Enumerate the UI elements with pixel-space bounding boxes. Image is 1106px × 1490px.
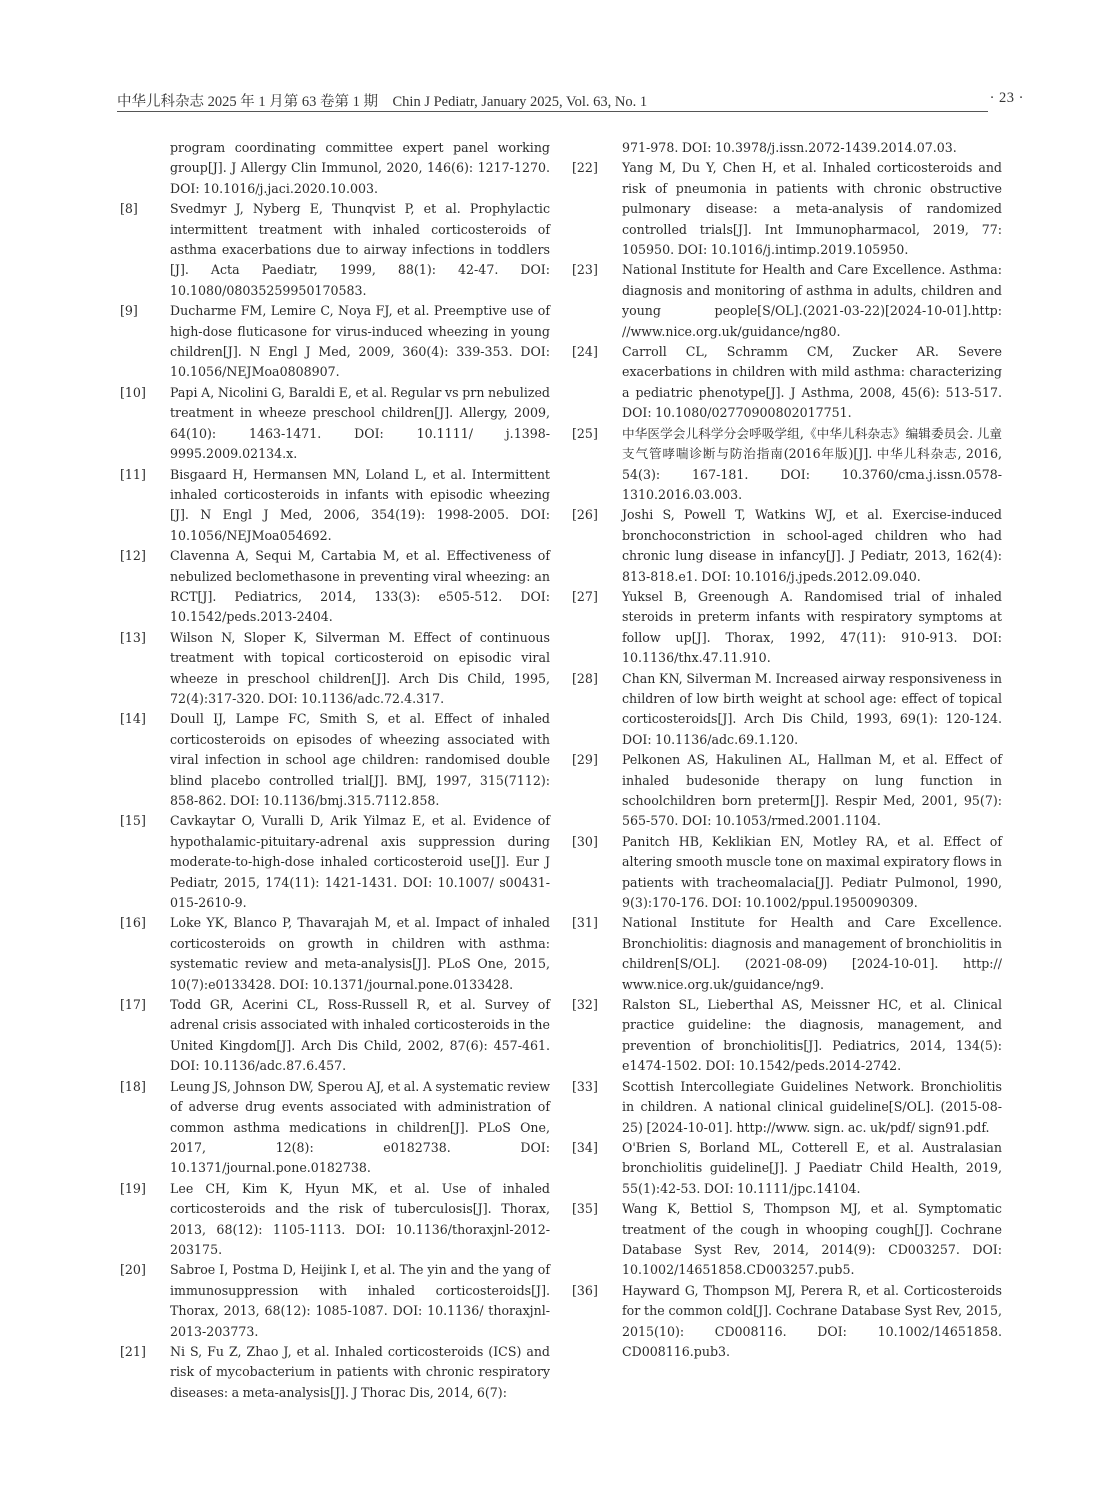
- reference-item: [120, 1260, 550, 1342]
- reference-item: [572, 1281, 1002, 1363]
- reference-text: Papi A, Nicolini G, Baraldi E, et al. Regular vs prn nebulized treatment in wheeze preschool children[J]. Allergy, 2009, 64(10): 1463-1471. DOI: 10.1111/ j.1398-9995.2009.02134.x.: [170, 384, 550, 462]
- reference-text: 中华医学会儿科学分会呼吸学组,《中华儿科杂志》编辑委员会. 儿童支气管哮喘诊断与防治指南(2016年版)[J]. 中华儿科杂志, 2016, 54(3): 167-181. DOI: 10.3760/cma.j.issn.0578-1310.2016.03.003.: [622, 425, 1002, 502]
- reference-item: [120, 301, 550, 383]
- reference-number: [22]: [572, 160, 598, 176]
- reference-item: [572, 669, 1002, 751]
- reference-item: [572, 995, 1002, 1077]
- reference-text: O'Brien S, Borland ML, Cotterell E, et al. Australasian bronchiolitis guideline[J]. J Paediatr Child Health, 2019, 55(1):42-53. DOI: 10.1111/jpc.14104.: [622, 1139, 1002, 1196]
- reference-number: [13]: [120, 629, 146, 645]
- reference-item: [572, 587, 1002, 669]
- reference-text: Panitch HB, Keklikian EN, Motley RA, et al. Effect of altering smooth muscle tone on maximal expiratory flows in patients with tracheomalacia[J]. Pediatr Pulmonol, 1990, 9(3):170-176. DOI: 10.1002/ppul.1950090309.: [622, 833, 1002, 911]
- reference-item: [120, 913, 550, 995]
- reference-text: Lee CH, Kim K, Hyun MK, et al. Use of inhaled corticosteroids and the risk of tuberculosis[J]. Thorax, 2013, 68(12): 1105-1113. DOI: 10.1136/thoraxjnl-2012-203175.: [170, 1180, 550, 1257]
- reference-number: [36]: [572, 1282, 598, 1298]
- reference-number: [19]: [120, 1180, 146, 1196]
- reference-number: [25]: [572, 425, 598, 441]
- left-column: [120, 138, 550, 1403]
- reference-number: [18]: [120, 1078, 146, 1094]
- reference-text: Svedmyr J, Nyberg E, Thunqvist P, et al. Prophylactic intermittent treatment with inhaled corticosteroids of asthma exacerbations due to airway infections in toddlers [J]. Acta Paediatr, 1999, 88(1): 42-47. DOI: 10.1080/08035259950170583.: [170, 201, 550, 298]
- reference-text: Clavenna A, Sequi M, Cartabia M, et al. Effectiveness of nebulized beclomethasone in preventing viral wheezing: an RCT[J]. Pediatrics, 2014, 133(3): e505-512. DOI: 10.1542/peds.2013-2404.: [170, 548, 550, 625]
- reference-text: Yuksel B, Greenough A. Randomised trial of inhaled steroids in preterm infants with respiratory symptoms at follow up[J]. Thorax, 1992, 47(11): 910-913. DOI: 10.1136/thx.47.11.910.: [622, 588, 1002, 666]
- page-number: · 23 ·: [989, 90, 1024, 106]
- reference-list: [120, 199, 550, 1403]
- reference-number: [11]: [120, 466, 146, 482]
- reference-number: [29]: [572, 752, 598, 768]
- reference-list: [572, 158, 1002, 1362]
- right-column: [572, 138, 1002, 1362]
- reference-continuation: [572, 138, 1002, 158]
- reference-text: program coordinating committee expert panel working group[J]. J Allergy Clin Immunol, 2020, 146(6): 1217-1270. DOI: 10.1016/j.jaci.2020.10.003.: [170, 140, 550, 196]
- reference-item: [120, 995, 550, 1077]
- reference-number: [10]: [120, 384, 146, 400]
- reference-number: [32]: [572, 997, 598, 1013]
- reference-text: Yang M, Du Y, Chen H, et al. Inhaled corticosteroids and risk of pneumonia in patients with chronic obstructive pulmonary disease: a meta-analysis of randomized controlled trials[J]. Int Immunopharmacol, 2019, 77: 105950. DOI: 10.1016/j.intimp.2019.105950.: [622, 160, 1002, 258]
- reference-text: National Institute for Health and Care Excellence. Bronchiolitis: diagnosis and management of bronchiolitis in children[S/OL]. (2021-08-09) [2024-10-01]. http:// www.nice.org.uk/guidance/ng9.: [622, 915, 1002, 992]
- reference-text: Pelkonen AS, Hakulinen AL, Hallman M, et al. Effect of inhaled budesonide therapy on lung function in schoolchildren born preterm[J]. Respir Med, 2001, 95(7): 565-570. DOI: 10.1053/rmed.2001.1104.: [622, 752, 1002, 829]
- reference-item: [572, 913, 1002, 995]
- reference-item: [120, 199, 550, 301]
- reference-text: Bisgaard H, Hermansen MN, Loland L, et al. Intermittent inhaled corticosteroids in infants with episodic wheezing [J]. N Engl J Med, 2006, 354(19): 1998-2005. DOI: 10.1056/NEJMoa054692.: [170, 466, 550, 543]
- reference-text: Chan KN, Silverman M. Increased airway responsiveness in children of low birth weight at school age: effect of topical corticosteroids[J]. Arch Dis Child, 1993, 69(1): 120-124. DOI: 10.1136/adc.69.1.120.: [622, 670, 1002, 747]
- journal-title-en: Chin J Pediatr, January 2025, Vol. 63, No. 1: [392, 94, 648, 110]
- reference-number: [26]: [572, 507, 598, 523]
- reference-number: [21]: [120, 1343, 146, 1359]
- journal-title-cn: 中华儿科杂志 2025 年 1 月第 63 卷第 1 期: [117, 94, 378, 110]
- reference-number: [16]: [120, 915, 146, 931]
- reference-number: [33]: [572, 1078, 598, 1094]
- reference-item: [120, 546, 550, 628]
- reference-text: Doull IJ, Lampe FC, Smith S, et al. Effect of inhaled corticosteroids on episodes of wheezing associated with viral infection in school age children: randomised double blind placebo controlled trial[J]. BMJ, 1997, 315(7112): 858-862. DOI: 10.1136/bmj.315.7112.858.: [170, 711, 550, 808]
- reference-text: Ralston SL, Lieberthal AS, Meissner HC, et al. Clinical practice guideline: the diagnosis, management, and prevention of bronchiolitis[J]. Pediatrics, 2014, 134(5): e1474-1502. DOI: 10.1542/peds.2014-2742.: [622, 997, 1002, 1074]
- reference-item: [120, 811, 550, 913]
- reference-text: Carroll CL, Schramm CM, Zucker AR. Severe exacerbations in children with mild asthma: characterizing a pediatric phenotype[J]. J Asthma, 2008, 45(6): 513-517. DOI: 10.1080/02770900802017751.: [622, 344, 1002, 421]
- reference-number: [27]: [572, 588, 598, 604]
- reference-item: [572, 1199, 1002, 1281]
- reference-text: Joshi S, Powell T, Watkins WJ, et al. Exercise-induced bronchoconstriction in school-aged children who had chronic lung disease in infancy[J]. J Pediatr, 2013, 162(4): 813-818.e1. DOI: 10.1016/j.jpeds.2012.09.040.: [622, 507, 1002, 584]
- reference-text: Wang K, Bettiol S, Thompson MJ, et al. Symptomatic treatment of the cough in whooping cough[J]. Cochrane Database Syst Rev, 2014, 2014(9): CD003257. DOI: 10.1002/14651858.CD003257.pub5.: [622, 1201, 1002, 1278]
- reference-item: [572, 832, 1002, 914]
- reference-number: [12]: [120, 548, 146, 564]
- reference-item: [572, 342, 1002, 424]
- running-header: [117, 89, 1024, 112]
- reference-number: [34]: [572, 1139, 598, 1155]
- reference-number: [35]: [572, 1201, 598, 1217]
- reference-number: [24]: [572, 344, 598, 360]
- reference-text: Leung JS, Johnson DW, Sperou AJ, et al. A systematic review of adverse drug events associated with administration of common asthma medications in children[J]. PLoS One, 2017, 12(8): e0182738. DOI: 10.1371/journal.pone.0182738.: [170, 1078, 550, 1176]
- reference-item: [120, 465, 550, 547]
- reference-number: [8]: [120, 201, 138, 217]
- reference-item: [572, 260, 1002, 342]
- reference-number: [14]: [120, 711, 146, 727]
- reference-item: [572, 505, 1002, 587]
- reference-item: [572, 1138, 1002, 1199]
- reference-number: [15]: [120, 813, 146, 829]
- reference-item: [120, 628, 550, 710]
- reference-text: Hayward G, Thompson MJ, Perera R, et al. Corticosteroids for the common cold[J]. Cochrane Database Syst Rev, 2015, 2015(10): CD008116. DOI: 10.1002/14651858. CD008116.pub3.: [622, 1282, 1002, 1359]
- reference-text: Ducharme FM, Lemire C, Noya FJ, et al. Preemptive use of high-dose fluticasone for virus-induced wheezing in young children[J]. N Engl J Med, 2009, 360(4): 339-353. DOI: 10.1056/NEJMoa0808907.: [170, 303, 550, 380]
- reference-item: [572, 158, 1002, 260]
- reference-item: [120, 1179, 550, 1261]
- reference-text: Todd GR, Acerini CL, Ross-Russell R, et al. Survey of adrenal crisis associated with inhaled corticosteroids in the United Kingdom[J]. Arch Dis Child, 2002, 87(6): 457-461. DOI: 10.1136/adc.87.6.457.: [170, 997, 550, 1074]
- reference-text: Cavkaytar O, Vuralli D, Arik Yilmaz E, et al. Evidence of hypothalamic-pituitary-adrenal axis suppression during moderate-to-high-dose inhaled corticosteroid use[J]. Eur J Pediatr, 2015, 174(11): 1421-1431. DOI: 10.1007/ s00431-015-2610-9.: [170, 813, 550, 911]
- reference-continuation: [120, 138, 550, 199]
- reference-number: [20]: [120, 1262, 146, 1278]
- reference-number: [28]: [572, 670, 598, 686]
- reference-text: National Institute for Health and Care Excellence. Asthma: diagnosis and monitoring of asthma in adults, children and young people[S/OL].(2021-03-22)[2024-10-01].http: //www.nice.org.uk/guidance/ng80.: [622, 262, 1002, 339]
- reference-text: Sabroe I, Postma D, Heijink I, et al. The yin and the yang of immunosuppression with inhaled corticosteroids[J]. Thorax, 2013, 68(12): 1085-1087. DOI: 10.1136/ thoraxjnl-2013-203773.: [170, 1262, 550, 1339]
- reference-item: [572, 750, 1002, 832]
- reference-number: [9]: [120, 303, 138, 319]
- reference-text: Scottish Intercollegiate Guidelines Network. Bronchiolitis in children. A national clinical guideline[S/OL]. (2015-08-25) [2024-10-01]. http://www. sign. ac. uk/pdf/ sign91.pdf.: [622, 1078, 1002, 1135]
- reference-text: Wilson N, Sloper K, Silverman M. Effect of continuous treatment with topical corticosteroid on episodic viral wheeze in preschool children[J]. Arch Dis Child, 1995, 72(4):317-320. DOI: 10.1136/adc.72.4.317.: [170, 629, 550, 706]
- reference-number: [17]: [120, 997, 146, 1013]
- reference-item: [572, 424, 1002, 506]
- reference-text: Loke YK, Blanco P, Thavarajah M, et al. Impact of inhaled corticosteroids on growth in children with asthma: systematic review and meta-analysis[J]. PLoS One, 2015, 10(7):e0133428. DOI: 10.1371/journal.pone.0133428.: [170, 915, 550, 992]
- reference-number: [23]: [572, 262, 598, 278]
- reference-text: Ni S, Fu Z, Zhao J, et al. Inhaled corticosteroids (ICS) and risk of mycobacterium in patients with chronic respiratory diseases: a meta-analysis[J]. J Thorac Dis, 2014, 6(7):: [170, 1343, 550, 1400]
- reference-item: [120, 1342, 550, 1403]
- reference-item: [120, 383, 550, 465]
- reference-item: [120, 709, 550, 811]
- reference-item: [572, 1077, 1002, 1138]
- reference-number: [31]: [572, 915, 598, 931]
- reference-number: [30]: [572, 833, 598, 849]
- reference-item: [120, 1077, 550, 1179]
- reference-text: 971-978. DOI: 10.3978/j.issn.2072-1439.2014.07.03.: [622, 140, 957, 155]
- journal-issue-info: [117, 90, 647, 111]
